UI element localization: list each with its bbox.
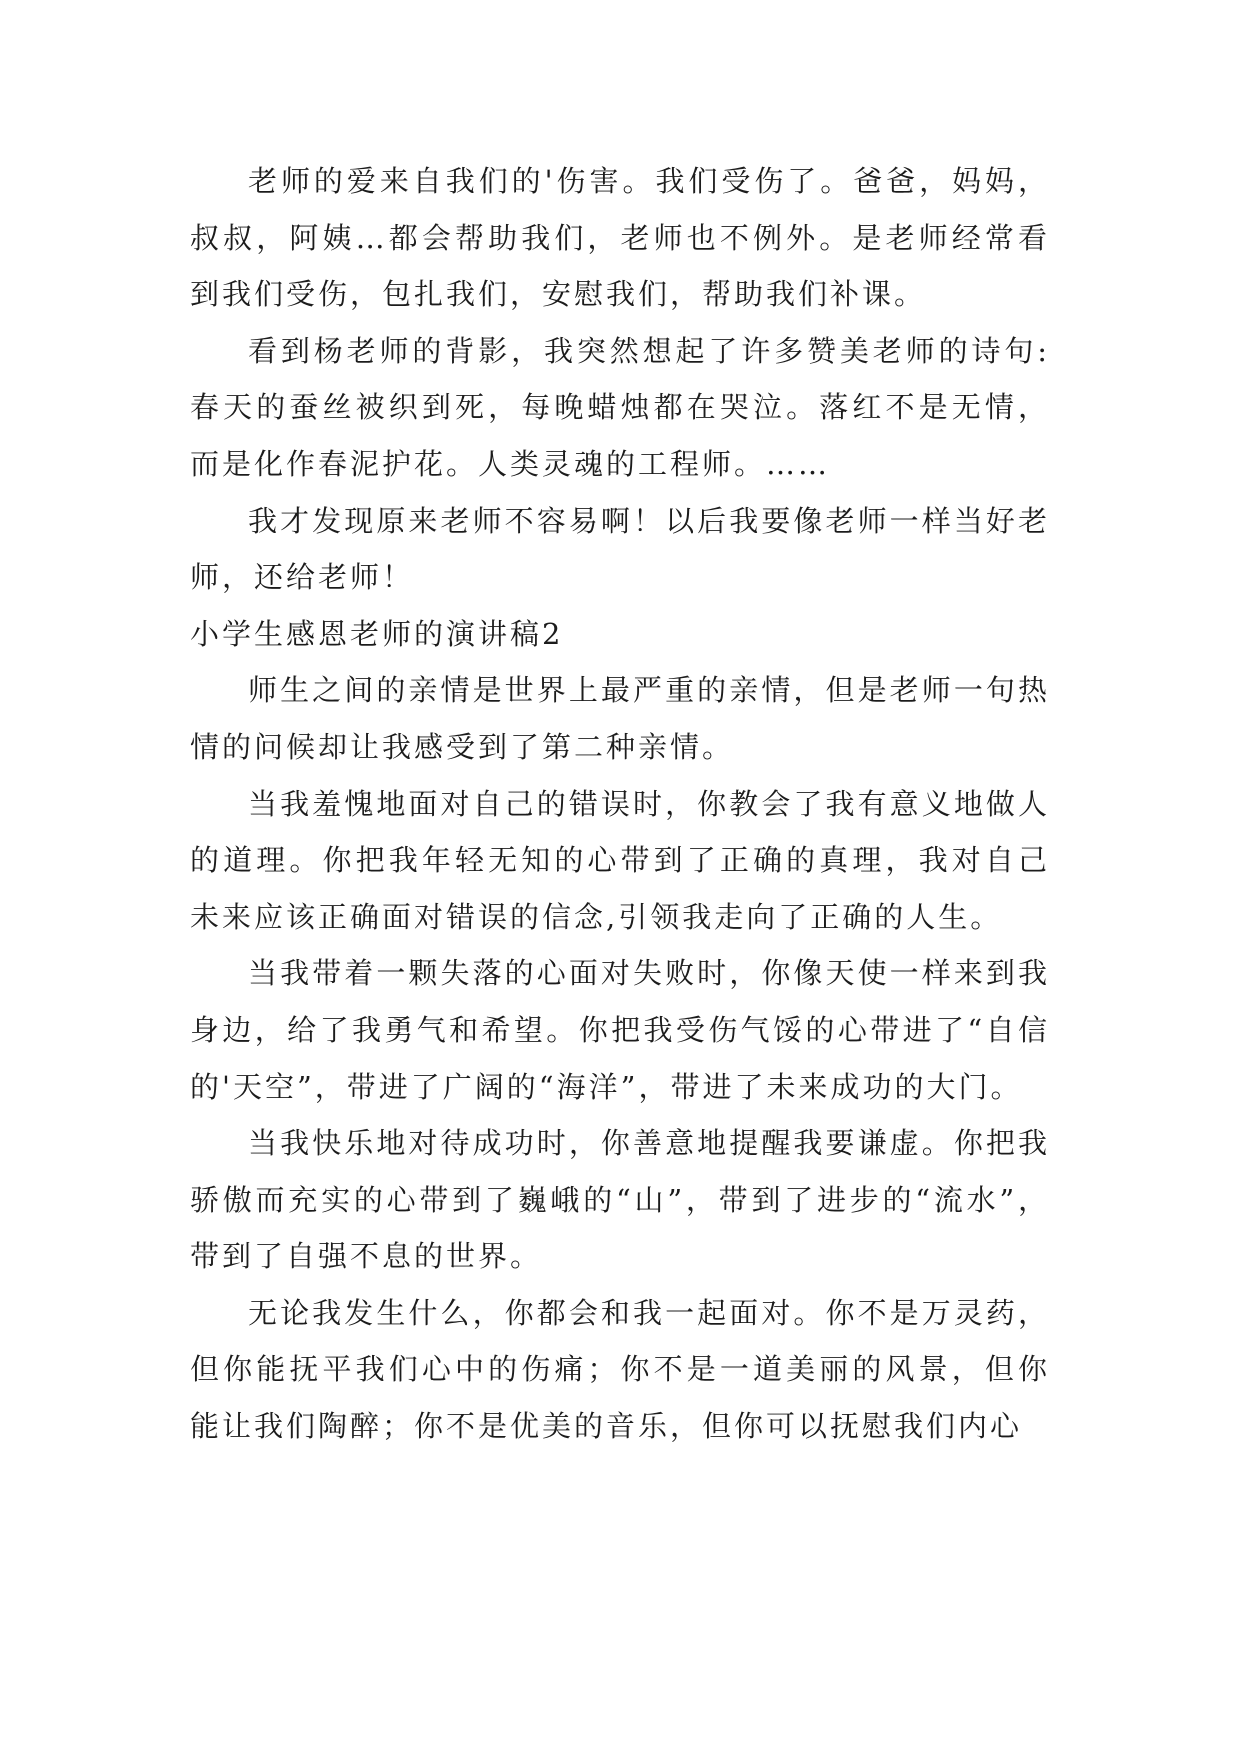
section-heading: 小学生感恩老师的演讲稿2 <box>190 616 564 651</box>
paragraph: 师生之间的亲情是世界上最严重的亲情，但是老师一句热情的问候却让我感受到了第二种亲情。 <box>190 673 1050 764</box>
paragraph: 老师的爱来自我们的'伤害。我们受伤了。爸爸，妈妈，叔叔，阿姨…都会帮助我们，老师也不例外。是老师经常看到我们受伤，包扎我们，安慰我们，帮助我们补课。 <box>190 164 1050 312</box>
paragraph: 看到杨老师的背影，我突然想起了许多赞美老师的诗句:春天的蚕丝被织到死，每晚蜡烛都在哭泣。落红不是无情，而是化作春泥护花。人类灵魂的工程师。…… <box>190 333 1050 481</box>
paragraph: 无论我发生什么，你都会和我一起面对。你不是万灵药，但你能抚平我们心中的伤痛；你不是一道美丽的风景，但你能让我们陶醉；你不是优美的音乐，但你可以抚慰我们内心 <box>190 1295 1050 1444</box>
paragraph: 当我羞愧地面对自己的错误时，你教会了我有意义地做人的道理。你把我年轻无知的心带到了正确的真理，我对自己未来应该正确面对错误的信念,引领我走向了正确的人生。 <box>190 786 1050 934</box>
paragraph: 我才发现原来老师不容易啊！以后我要像老师一样当好老师，还给老师！ <box>190 503 1050 595</box>
paragraph: 当我快乐地对待成功时，你善意地提醒我要谦虚。你把我骄傲而充实的心带到了巍峨的“山”，带到了进步的“流水”，带到了自强不息的世界。 <box>190 1126 1050 1274</box>
document-body <box>190 153 1050 1455</box>
paragraph: 当我带着一颗失落的心面对失败时，你像天使一样来到我身边，给了我勇气和希望。你把我受伤气馁的心带进了“自信的'天空”，带进了广阔的“海洋”，带进了未来成功的大门。 <box>190 956 1050 1104</box>
